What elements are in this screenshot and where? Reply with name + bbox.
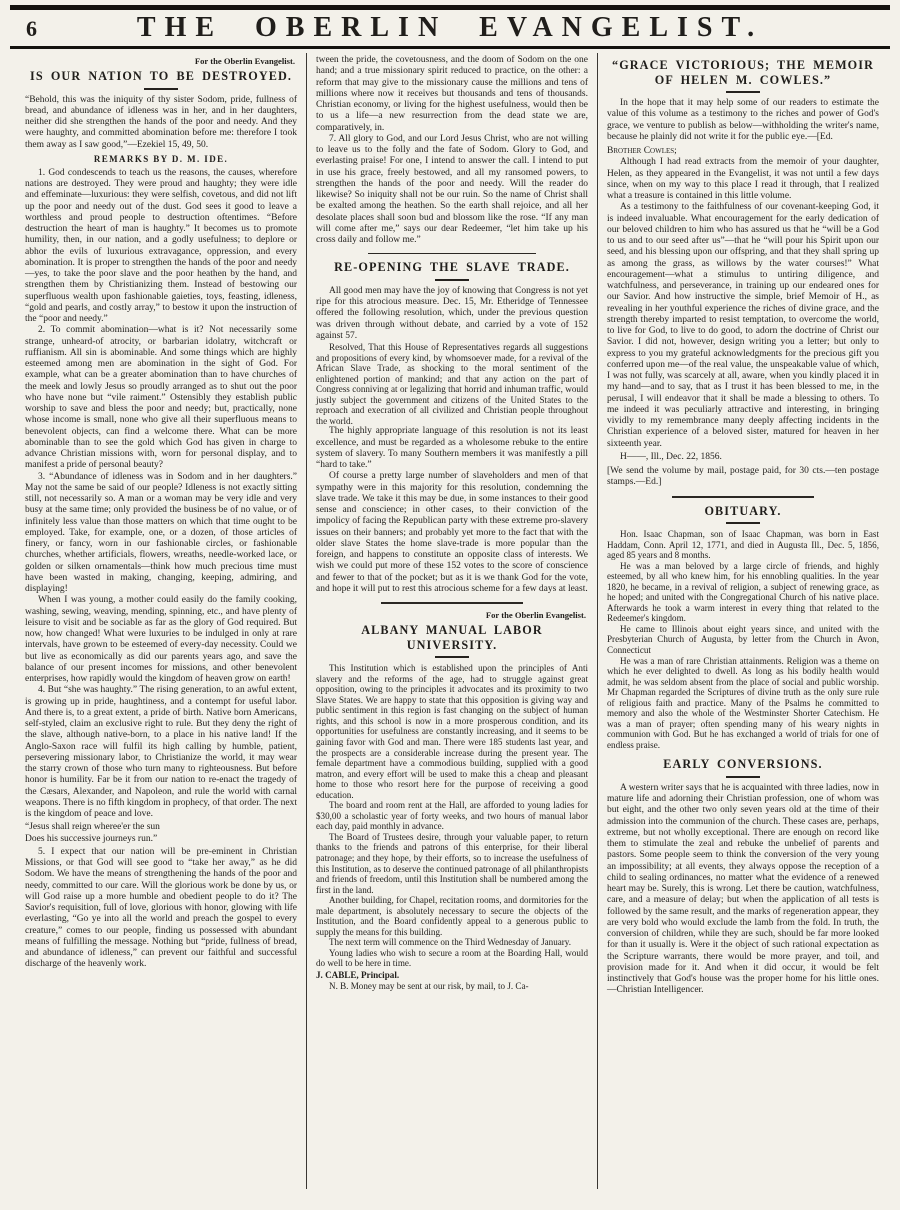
masthead [0, 10, 900, 44]
title-rule [435, 279, 469, 281]
paragraph: This Institution which is established upon the principles of Anti slavery and the reforms of the age, had to struggle against great opposition, owing to the principles it advocates and its proximity to two Slave States. We are happy to state that this opposition is giving way and public sentiment in this region is fast changing on the subject of human rights, and this school is now in a more prosperous condition, and its opportunities for usefulness are constantly increasing, and it seems to be gaining favor with God and man. There were 185 students last year, and the prospects are a considerable increase during the present year. The female department have a commodious building, supplied with a good matron, and every effort will be used to make this a cheap and pleasant home to those who resort here for the purpose of receiving a good education. [316, 663, 588, 800]
column-2 [307, 53, 597, 1189]
article-title-nation: IS OUR NATION TO BE DESTROYED. [29, 69, 292, 83]
paragraph: 4. But “she was haughty.” The rising generation, to an awful extent, is growing up in pride, haughtiness, and a contempt for useful labor. And there is, to a great extent, a pride of birth. Native born Americans, self-styled, claim an exclusive right to rule. But they deny the right of the slave, although native-born, to a place in his native land! If the Anglo-Saxon race will fulfil its high calling by humble, patient, persevering missionary labor, to Christianize the world, it may wear the starry crown of those who turn many to righteousness. But before honor is humility. Far be it from our nation to re-enact the tragedy of the Cæsars, Alexander, and Napoleon, and rule the world with carnal weapons. There is no fifth kingdom in prophecy, of that order. The next is the kingdom of peace and love. [25, 685, 297, 819]
section-divider [672, 496, 813, 498]
dateline: H——, Ill., Dec. 22, 1856. [620, 451, 722, 462]
spacer [607, 750, 879, 754]
title-rule [726, 91, 760, 93]
paragraph: 3. “Abundance of idleness was in Sodom and in her daughters.” May not the same be said of our people? Idleness is not exactly sitting still, not necessarily so. A man or a woman may be very idle and very busy at the same time; only provided the business be of no value, or of infinitely less value than those matters on which that time ought to be employed. Take, for example, one, or a dozen, of those articles of finery, or fancy, worn in our fashionable circles, or fashionable churches, whether artificials, flowers, wreaths, needle-worked lace, or golden or silken ornamentals—think how much precious time must have been wasted in making, changing, keeping, admiring, and displaying! [25, 471, 297, 594]
title-rule [726, 776, 760, 778]
article-credit: For the Oberlin Evangelist. [485, 610, 586, 621]
resolution-text: Resolved, That this House of Representatives regards all suggestions and propositions of every kind, by whomsoever made, for a revival of the African Slave Trade, as shocking to the moral sentiment of the enlightened portion of mankind; and that any action on the part of Congress conniving at or legalizing that horrid and inhuman traffic, would justly subject the government and citizens of the United States to the reproach and execration of all civilized and Christian people throughout the world. [316, 342, 588, 426]
paragraph: He came to Illinois about eight years since, and united with the Presbyterian Church of Augusta, by letter from the Church in Avon, Connecticut [607, 623, 879, 656]
page-number: 6 [26, 16, 37, 41]
albany-body [316, 663, 588, 991]
paragraph: 1. God condescends to teach us the reasons, the causes, wherefore nations are destroyed. They were proud and haughty; they were idle and effeminate—luxurious: they were selfish, covetous, and did not lift up the poor and needy out of the dust. God sees it good to leave a worthless and proud people to destruction oftentimes. “Before destruction the heart of man is haughty.” It becomes us to promote humility, then, in our nation, and a godly usefulness; to deplore or abhor the evils of luxurious extravagance, oppression, and every abomination. It is proper to strengthen the hands of the poor and needy—yes, to take the poor slave and the poor heathen by the hand, and strengthen them by Christianizing them. Instead of bestowing our superfluous wealth upon fashionable gaieties, toys, feasting, idleness, “gold and pearls, and costly array,” to bestow it upon the instruction of the “poor and needy.” [25, 167, 297, 324]
salutation: Brother Cowles; [607, 146, 677, 156]
paragraph: 7. All glory to God, and our Lord Jesus Christ, who are not willing to leave us to the folly and the fate of Sodom. Glory to God, and everlasting praise! For one, I intend to answer the call. I intend to put in use his grace, freely bestowed, and all my ransomed powers, to strengthen the hands of the poor and needy. Will the reader do likewise? So iniquity shall not be our ruin. So the name of Christ shall be exalted among the heathen. So the earth shall rejoice, and all her desolate places shall soon bud and blossom like the rose. “If any man will come after me,” says our dear Redeemer, “let him take up his cross daily and follow me.” [316, 133, 588, 245]
paragraph: He was a man of rare Christian attainments. Religion was a theme on which he ever delighted to dwell. As long as his bodily health would admit, he was seldom absent from the place of social and public worship. Mr Chapman regarded the Scriptures of divine truth as the only sure rule of religious faith and practice. Many of the Psalms he committed to memory and also the whole of the Westminster Shorter Catechism. He was a man of prayer; often spending many of his weary nights in communion with God. But he has exchanged a world of trials for one of endless praise. [607, 655, 879, 750]
signature: J. CABLE, Principal. [316, 969, 400, 980]
epigraph: “Behold, this was the iniquity of thy sister Sodom, pride, fullness of bread, and abundance of idleness was in her, and in her daughters, neither did she strengthen the hands of the poor and needy. And they were haughty, and committed abomination before me: therefore I took them away as I saw good,”—Ezekiel 15, 49, 50. [25, 94, 297, 150]
paragraph: 2. To commit abomination—what is it? Not necessarily some strange, unheard-of atrocity, or barbarian idolatry, witchcraft or ruffianism. All sin is abominable. And some things which are highly esteemed among men are abomination in the sight of God. For example, what can be a greater abomination than to have churches of the meek and lowly Jesus so proudly arranged as to shut out the poor who have none but “vile raiment.” Ostensibly they establish public worship to save and bless the poor and needy; but, practically, none whose income is small, none who give all their superfluous means to benevolent objects, can find a welcome there. What can be more abominable than to see the gold which God has given in charge to advance Christian missions with, worn for personal display, and to manifest a pride of personal beauty? [25, 325, 297, 471]
paragraph: He was a man beloved by a large circle of friends, and highly esteemed, by all who knew him, for his ennobling qualities. In the year 1820, he became, in a revival of religion, a subject of renewing grace, as he hoped; and united with the Congregational Church of his native place. Afterwards he took a warm interest in every thing that related to the Redeemer's kingdom. [607, 560, 879, 624]
paragraph: The board and room rent at the Hall, are afforded to young ladies for $30,00 a scholastic year of forty weeks, and two hours of manual labor each day, paid monthly in advance. [316, 800, 588, 832]
paragraph: Another building, for Chapel, recitation rooms, and dormitories for the male department, is absolutely necessary to secure the objects of the Institution, and the Board confidently appeal to a generous public to supply the means for this building. [316, 895, 588, 937]
hymn-verse [25, 822, 297, 845]
paragraph: Of course a pretty large number of slaveholders and men of that sympathy were in this majority for this resolution, condemning the slave trade. We take it this may be due, in some instances to their good sense and conscience; in other cases, to their conviction of the impolicy of facing the Republican party with these extreme pro-slavery issues on their banners; and probably yet more to the fact that with the older slave States the home slave-trade is more popular than the foreign, and happens to constitute an opposite class of interests. We wish we could put more of these 152 votes to the score of conscience and fewer to that of the pocket; but as it is we thank God for the vote, and hope it will put to rest this atrocious scheme for a few days at least. [316, 471, 588, 594]
article-title-obituary: OBITUARY. [704, 503, 782, 518]
title-rule [726, 522, 760, 524]
column-1 [16, 53, 306, 1189]
paragraph: Young ladies who wish to secure a room at the Boarding Hall, would do well to be here in time. [316, 947, 588, 969]
paragraph: 5. I expect that our nation will be pre-eminent in Christian Missions, or that God will see good to “take her away,” as he did Sodom. We have the means of strengthening the hands of the poor and needy, committed to our care. Will the glorious work be done by us, or will God raise up a more humble and obedient people to do it? The Savior's requisition, full of love, glorious with honor, glowing with life everlasting, “Go ye into all the world and preach the gospel to every creature,” comes to our people, finding us possessed with abundant means of fulfilling the message. Nothing but “pride, fullness of bread, and abundance of idleness,” can prevent our faithful and successful discharge of the heavenly work. [25, 846, 297, 970]
article-title-albany: ALBANY MANUAL LABOR UNIVERSITY. [361, 623, 543, 652]
section-divider [381, 602, 522, 604]
obituary-body [607, 529, 879, 750]
title-rule [435, 656, 469, 658]
paragraph: When I was young, a mother could easily do the family cooking, washing, sewing, weaving, mending, spinning, etc., and have plenty of leisure to visit and be sociable as far as the glory of God required. But now, how changed! What were luxuries to be indulged in only at rare intervals, have grown to be esteemed of every-day necessity. Could we but live as economically as did our parents years ago, and save the balance of our present incomes for missions, and other benevolent enterprises, how rapidly would the kingdom of heaven grow on earth! [25, 595, 297, 684]
paragraph: A western writer says that he is acquainted with three ladies, now in mature life and adorning their Christian profession, one of whom was but eight, and the other two only seven years old at the time of their admission into the communion of the church. These cases are, perhaps, extreme, but not wholly exceptional. There are enough on record like them to stimulate the zeal and rebuke the unbelief of parents and pastors. Some people seem to think the conversion of the very young an impossibility; at all events, they always oppose the reception of a child to sealing ordinances, no matter what the evidence of a renewed heart may be. Surely, this is wrong. Let there be caution, watchfulness, care, and a measure of delay; but when the application of all tests is followed by the same result, and the marks of regeneration appear, they are very bold who would exclude the lamb from the fold. In truth, the conversion of children, while they are such, should be far more looked for than it usually is. Were it the object of such rational expectation as the Scripture warrants, there would be more prayer, and toil, and provision made for it. And when it did occur, it would be felt instinctively that God's house was the proper home for his little ones.—Christian Intelligencer. [607, 782, 879, 996]
masthead-title: THE OBERLIN EVANGELIST. [136, 12, 764, 43]
paragraph: As a testimony to the faithfulness of our covenant-keeping God, it is indeed invaluable. What encouragement for the early dedication of our beloved children to him who has assured us that he “will be a God to us and to our seed after us”—that he “will pour his Spirit upon our seed, and his blessing upon our offspring, and that they shall spring up as among the grass, as willows by the water courses!” What encouragement—what a stimulus to untiring diligence, and watchfulness, and perseverance, in training up our endeared ones for our Savior. And how instructive the simple, brief Memoir of H., as revealing in her youthful experience the riches of divine grace, and the strength thereby imparted to resist temptation, to overcome the world, to live for God, to live to do good, to adorn the doctrine of Christ our Savior. I did not, however, design writing you a letter; but only to express to you my grateful acknowledgments for the precious gift you conferred upon me—of the real value, the unspeakable value of which, I was not fully, was scarcely at all, aware, when you kindly placed it in my hand—and to say, that as I trust it has been blessed to me, in the perusal, I will endeavor that it shall be made a blessing to others. To me indeed it was peculiarly attractive and interesting, in bringing vividly to my remembrance many deeply affecting incidents in the Christian experience of a beloved sister, matured for heaven in her sixteenth year. [607, 202, 879, 449]
paragraph: The next term will commence on the Third Wednesday of January. [329, 937, 572, 948]
paragraph: Although I had read extracts from the memoir of your daughter, Helen, as they appeared in the Evangelist, it was not until a few days since, when on my way to this place I read it through, that I realized what a treasure is contained in this little volume. [607, 157, 879, 201]
column-3 [598, 53, 888, 1189]
paragraph: All good men may have the joy of knowing that Congress is not yet ripe for this atrocious measure. Dec. 15, Mr. Etheridge of Tennessee offered the following resolution, which, under the previous question was driven through without debate, and carried by a vote of 152 against 57. [316, 285, 588, 341]
verse-line: “Jesus shall reign wheree'er the sun [25, 822, 160, 833]
paragraph: In the hope that it may help some of our readers to estimate the value of this volume as a testimony to the riches and power of God's grace, we venture to publish as below—withholding the writer's name, because he plainly did not write it for the public eye.—[Ed. [607, 98, 879, 142]
column-container [0, 49, 900, 1189]
paragraph: The Board of Trustees desire, through your valuable paper, to return thanks to the friends and patrons of this enterprise, for their liberal patronage; and they hope, by their efforts, so to increase the usefulness of this Institution, as to deserve the continued patronage of all philanthropists and friends of freedom, until this Institution shall be numbered among the first in the land. [316, 831, 588, 895]
article-credit: For the Oberlin Evangelist. [194, 56, 295, 66]
article-title-slave-trade: RE-OPENING THE SLAVE TRADE. [334, 260, 570, 275]
verse-line: Does his successive journeys run.” [25, 833, 158, 844]
article-title-early-conversions: EARLY CONVERSIONS. [663, 757, 823, 772]
title-rule [144, 88, 178, 90]
paragraph: The highly appropriate language of this resolution is not its least excellence, and must be regarded as a wholesome rebuke to the entire system of slavery. To many Southern members it was manifestly a pill “hard to take.” [316, 426, 588, 471]
editor-note: [We send the volume by mail, postage paid, for 30 cts.—ten postage stamps.—Ed.] [607, 466, 879, 488]
byline: REMARKS BY D. M. IDE. [93, 153, 229, 164]
article-title-grace-victorious: “GRACE VICTORIOUS; THE MEMOIR OF HELEN M. COWLES.” [612, 58, 874, 87]
section-divider [368, 253, 537, 254]
paragraph: Hon. Isaac Chapman, son of Isaac Chapman, was born in East Haddam, Conn. April 12, 1771, and died in Augusta Ill., Dec. 5, 1856, aged 85 years and 8 months. [607, 529, 879, 561]
paragraph-continuation: tween the pride, the covetousness, and the doom of Sodom on the one hand; and a true missionary spirit reduced to practice, on the other: a reform that may give to the missionary cause the millions and tens of millions where now it receives but thousands and tens of thousands. Christian economy, or living for the highest usefulness, would then be to us a life—a new resurrection from the dead state we are, comparatively, in. [316, 55, 588, 133]
paragraph: N. B. Money may be sent at our risk, by mail, to J. Ca- [329, 980, 529, 991]
